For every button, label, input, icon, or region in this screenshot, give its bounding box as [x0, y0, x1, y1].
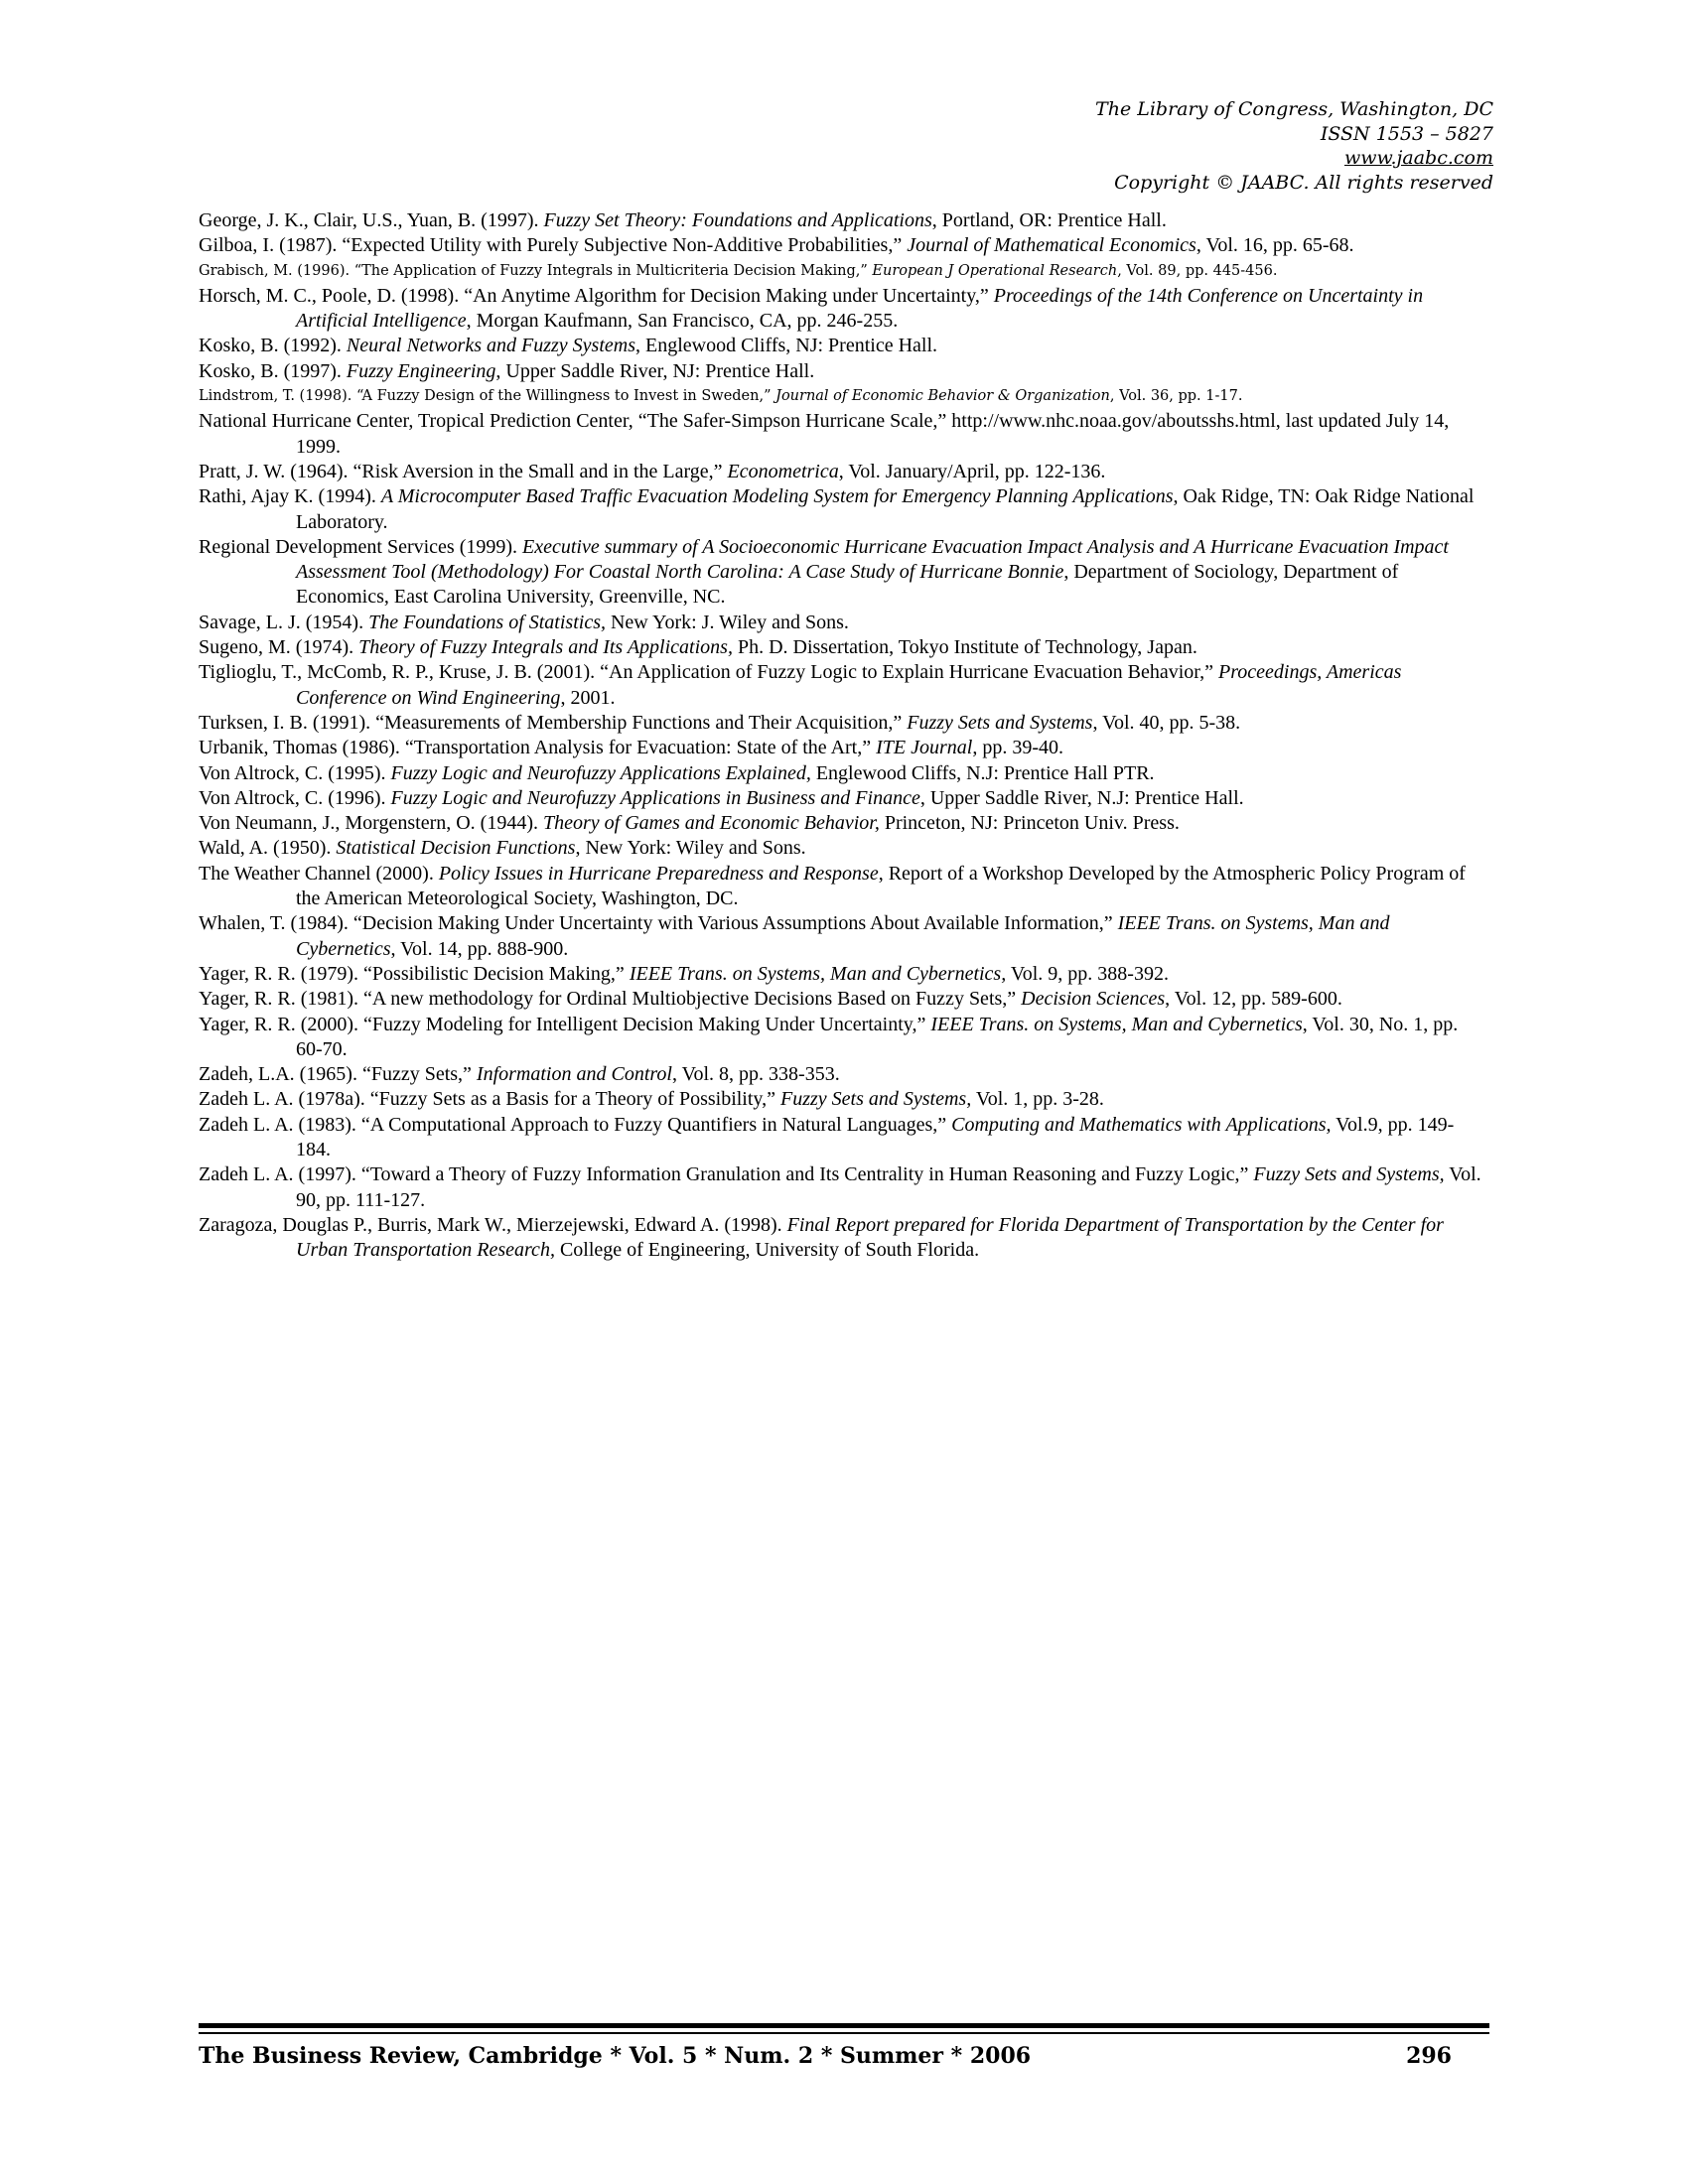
reference-source-title: IEEE Trans. on Systems, Man and Cybernetics	[296, 912, 1390, 960]
reference-entry	[199, 811, 1481, 836]
reference-entry	[199, 786, 1481, 811]
reference-details-text: Vol.9, pp. 149-184.	[296, 1113, 1455, 1160]
reference-authors-text: Turksen, I. B. (1991). “Measurements of Membership Functions and Their Acquisition,”	[199, 711, 908, 734]
reference-authors-text: Zadeh, L.A. (1965). “Fuzzy Sets,”	[199, 1063, 477, 1086]
footer-rule-thick	[199, 2023, 1489, 2028]
reference-source-title: Computing and Mathematics with Applications,	[951, 1113, 1332, 1136]
reference-source-title: ITE Journal	[876, 737, 973, 759]
reference-authors-text: Zadeh L. A. (1978a). “Fuzzy Sets as a Basis for a Theory of Possibility,”	[199, 1088, 780, 1111]
reference-authors-text: Wald, A. (1950).	[199, 837, 337, 860]
reference-details-text: , Vol. 12, pp. 589-600.	[1165, 988, 1342, 1011]
reference-source-title: Final Report prepared for Florida Department of Transportation by the Center for Urban Transportation Research,	[296, 1213, 1444, 1262]
reference-details-text: , Vol. January/April, pp. 122-136.	[838, 460, 1106, 482]
reference-details-text: , Report of a Workshop Developed by the Atmospheric Policy Program of the American Meteorological Society, Washington, DC.	[296, 862, 1466, 910]
reference-authors-text: National Hurricane Center, Tropical Prediction Center, “The Safer-Simpson Hurricane Scale,” http://www.nhc.noaa.gov/aboutsshs.html, last updated July 14, 1999.	[199, 410, 1450, 458]
reference-authors-text: Whalen, T. (1984). “Decision Making Under Uncertainty with Various Assumptions About Available Information,”	[199, 912, 1118, 935]
header-issn: ISSN 1553 – 5827	[1320, 122, 1493, 145]
reference-entry	[199, 660, 1481, 711]
reference-details-text: , Morgan Kaufmann, San Francisco, CA, pp. 246-255.	[466, 310, 899, 333]
reference-details-text: Vol. 1, pp. 3-28.	[971, 1088, 1104, 1111]
reference-authors-text: Urbanik, Thomas (1986). “Transportation Analysis for Evacuation: State of the Art,”	[199, 737, 877, 759]
reference-source-title: Fuzzy Sets and Systems	[907, 711, 1093, 734]
reference-authors-text: Sugeno, M. (1974).	[199, 636, 359, 659]
reference-details-text: , Department of Sociology, Department of Economics, East Carolina University, Greenville, NC.	[296, 561, 1399, 609]
reference-details-text: Englewood Cliffs, N.J: Prentice Hall PTR.	[810, 761, 1155, 784]
reference-authors-text: Rathi, Ajay K. (1994).	[199, 485, 381, 508]
reference-entry	[199, 233, 1481, 258]
header-website-link[interactable]: www.jaabc.com	[1343, 147, 1493, 169]
reference-entry	[199, 611, 1481, 635]
reference-entry	[199, 208, 1481, 233]
reference-authors-text: Pratt, J. W. (1964). “Risk Aversion in the Small and in the Large,”	[199, 460, 728, 482]
reference-source-title: Decision Sciences	[1021, 988, 1166, 1011]
reference-source-title: European J Operational Research	[872, 262, 1118, 279]
reference-entry	[199, 736, 1481, 760]
reference-source-title: The Foundations of Statistics,	[368, 611, 606, 633]
reference-details-text: , Upper Saddle River, N.J: Prentice Hall.	[919, 786, 1244, 809]
reference-details-text: College of Engineering, University of South Florida.	[554, 1239, 980, 1262]
reference-source-title: IEEE Trans. on Systems, Man and Cybernetics	[930, 1013, 1303, 1035]
reference-authors-text: Kosko, B. (1992).	[199, 335, 347, 357]
reference-entry	[199, 460, 1481, 484]
reference-entry	[199, 1062, 1481, 1087]
reference-source-title: Econometrica	[727, 460, 839, 482]
reference-source-title: Journal of Mathematical Economics	[907, 234, 1196, 257]
reference-authors-text: Gilboa, I. (1987). “Expected Utility with Purely Subjective Non-Additive Probabilities,”	[199, 234, 908, 257]
reference-authors-text: George, J. K., Clair, U.S., Yuan, B. (1997).	[199, 209, 544, 231]
reference-entry	[199, 862, 1481, 912]
reference-entry	[199, 334, 1481, 358]
reference-details-text: , pp. 39-40.	[972, 737, 1063, 759]
reference-source-title: Fuzzy Engineering	[346, 359, 496, 382]
reference-authors-text: Savage, L. J. (1954).	[199, 611, 369, 633]
reference-authors-text: Yager, R. R. (1981). “A new methodology for Ordinal Multiobjective Decisions Based on Fuzzy Sets,”	[199, 988, 1022, 1011]
reference-entry	[199, 761, 1481, 786]
reference-entry	[199, 1013, 1481, 1063]
reference-source-title: Proceedings of the 14th Conference on Uncertainty in Artificial Intelligence	[296, 284, 1424, 333]
reference-entry	[199, 484, 1481, 535]
reference-authors-text: Yager, R. R. (1979). “Possibilistic Decision Making,”	[199, 962, 630, 985]
footer-journal-title: The Business Review, Cambridge * Vol. 5 * Num. 2 * Summer * 2006	[199, 2043, 1032, 2069]
header-copyright: Copyright © JAABC. All rights reserved	[1114, 171, 1493, 194]
reference-source-title: Information and Control	[476, 1063, 672, 1086]
reference-source-title: Policy Issues in Hurricane Preparedness and Response	[438, 862, 879, 885]
reference-authors-text: Kosko, B. (1997).	[199, 359, 347, 382]
reference-details-text: , Vol. 14, pp. 888-900.	[390, 937, 569, 960]
page-header	[1095, 97, 1493, 195]
reference-authors-text: Grabisch, M. (1996). “The Application of Fuzzy Integrals in Multicriteria Decision Making,”	[199, 262, 873, 279]
reference-entry	[199, 359, 1481, 384]
reference-details-text: , Upper Saddle River, NJ: Prentice Hall.	[495, 359, 815, 382]
reference-source-title: Theory of Games and Economic Behavior,	[543, 812, 880, 835]
reference-authors-text: Von Neumann, J., Morgenstern, O. (1944).	[199, 812, 544, 835]
reference-details-text: , Oak Ridge, TN: Oak Ridge National Laboratory.	[296, 485, 1475, 533]
reference-details-text: Ph. D. Dissertation, Tokyo Institute of Technology, Japan.	[732, 636, 1197, 659]
reference-authors-text: Horsch, M. C., Poole, D. (1998). “An Anytime Algorithm for Decision Making under Uncertainty,”	[199, 284, 994, 307]
footer-rule-thin	[199, 2032, 1489, 2034]
header-library: The Library of Congress, Washington, DC	[1095, 98, 1493, 120]
reference-entry	[199, 284, 1481, 335]
reference-details-text: Princeton, NJ: Princeton Univ. Press.	[879, 812, 1180, 835]
reference-entry	[199, 711, 1481, 736]
reference-details-text: New York: J. Wiley and Sons.	[605, 611, 849, 633]
reference-authors-text: Zadeh L. A. (1997). “Toward a Theory of Fuzzy Information Granulation and Its Centrality in Human Reasoning and Fuzzy Logic,”	[199, 1163, 1254, 1186]
reference-entry	[199, 911, 1481, 962]
reference-source-title: Executive summary of A Socioeconomic Hurricane Evacuation Impact Analysis and A Hurricane Evacuation Impact Assessment Tool (Methodology) For Coastal North Carolina: A Case Study of Hurricane Bonnie	[296, 535, 1449, 584]
reference-source-title: Fuzzy Sets and Systems,	[780, 1088, 972, 1111]
reference-authors-text: Yager, R. R. (2000). “Fuzzy Modeling for Intelligent Decision Making Under Uncertainty,”	[199, 1013, 931, 1035]
reference-entry	[199, 836, 1481, 861]
page-number: 296	[1406, 2043, 1452, 2069]
reference-entry	[199, 384, 1481, 409]
reference-source-title: Theory of Fuzzy Integrals and Its Applications,	[358, 636, 733, 659]
reference-source-title: Fuzzy Logic and Neurofuzzy Applications in Business and Finance	[390, 786, 920, 809]
reference-source-title: Statistical Decision Functions	[336, 837, 576, 860]
reference-details-text: , Vol. 8, pp. 338-353.	[671, 1063, 840, 1086]
reference-source-title: A Microcomputer Based Traffic Evacuation Modeling System for Emergency Planning Applications	[380, 485, 1174, 508]
reference-source-title: Neural Networks and Fuzzy Systems	[346, 335, 635, 357]
reference-details-text: , Englewood Cliffs, NJ: Prentice Hall.	[634, 335, 938, 357]
reference-source-title: Fuzzy Logic and Neurofuzzy Applications Explained,	[390, 761, 811, 784]
reference-entry	[199, 635, 1481, 660]
reference-authors-text: Regional Development Services (1999).	[199, 535, 523, 558]
reference-details-text: Vol. 9, pp. 388-392.	[1006, 962, 1169, 985]
reference-source-title: Proceedings, Americas Conference on Wind Engineering	[296, 661, 1402, 709]
reference-authors-text: Von Altrock, C. (1995).	[199, 761, 391, 784]
reference-details-text: Vol. 90, pp. 111-127.	[296, 1163, 1481, 1211]
reference-entry	[199, 409, 1481, 460]
reference-source-title: IEEE Trans. on Systems, Man and Cybernetics,	[629, 962, 1007, 985]
reference-details-text: , Vol. 30, No. 1, pp. 60-70.	[296, 1013, 1459, 1060]
reference-entry	[199, 1213, 1481, 1264]
reference-entry	[199, 962, 1481, 987]
reference-authors-text: Tiglioglu, T., McComb, R. P., Kruse, J. B. (2001). “An Application of Fuzzy Logic to Explain Hurricane Evacuation Behavior,”	[199, 661, 1219, 684]
reference-list	[199, 208, 1481, 1263]
reference-authors-text: Zaragoza, Douglas P., Burris, Mark W., Mierzejewski, Edward A. (1998).	[199, 1213, 787, 1236]
reference-authors-text: Zadeh L. A. (1983). “A Computational Approach to Fuzzy Quantifiers in Natural Languages,”	[199, 1113, 952, 1136]
reference-authors-text: Von Altrock, C. (1996).	[199, 786, 391, 809]
reference-details-text: , 2001.	[560, 686, 616, 709]
reference-entry	[199, 987, 1481, 1012]
reference-details-text: , Vol. 40, pp. 5-38.	[1092, 711, 1241, 734]
reference-entry	[199, 1087, 1481, 1112]
reference-entry	[199, 1162, 1481, 1213]
reference-details-text: , Vol. 36, pp. 1-17.	[1109, 388, 1243, 405]
reference-source-title: Journal of Economic Behavior & Organization	[775, 388, 1110, 405]
reference-source-title: Fuzzy Sets and Systems,	[1253, 1163, 1445, 1186]
reference-authors-text: Lindstrom, T. (1998). “A Fuzzy Design of the Willingness to Invest in Sweden,”	[199, 388, 776, 405]
reference-entry	[199, 535, 1481, 611]
reference-source-title: Fuzzy Set Theory: Foundations and Applications	[543, 209, 932, 231]
reference-details-text: , Vol. 89, pp. 445-456.	[1117, 262, 1278, 279]
reference-entry	[199, 259, 1481, 284]
reference-details-text: , New York: Wiley and Sons.	[575, 837, 806, 860]
reference-details-text: , Vol. 16, pp. 65-68.	[1196, 234, 1354, 257]
reference-authors-text: The Weather Channel (2000).	[199, 862, 439, 885]
reference-entry	[199, 1113, 1481, 1163]
reference-details-text: , Portland, OR: Prentice Hall.	[931, 209, 1167, 231]
